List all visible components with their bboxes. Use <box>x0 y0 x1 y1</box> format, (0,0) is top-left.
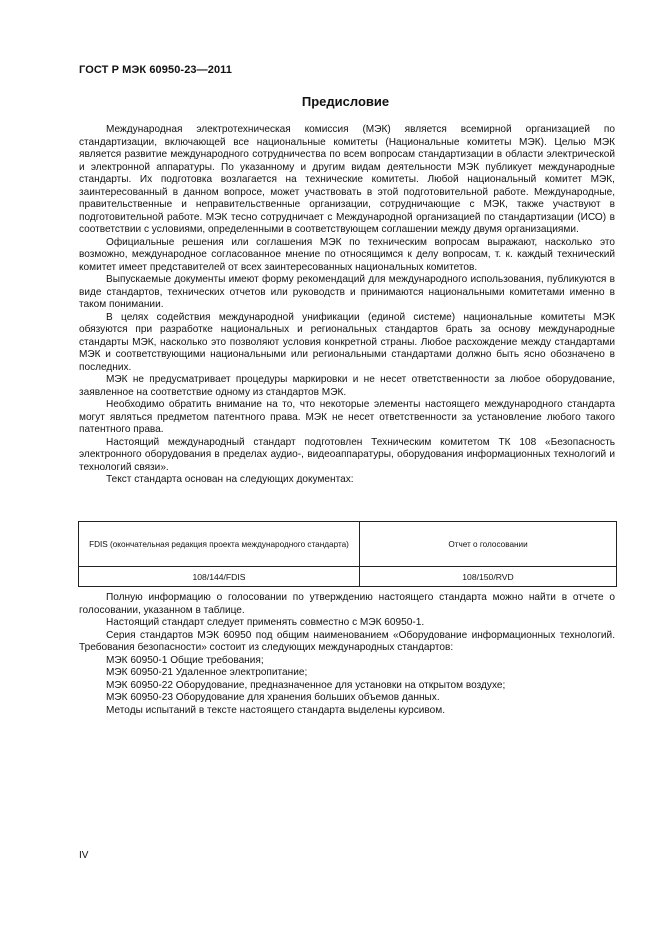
table-cell: 108/144/FDIS <box>79 567 360 587</box>
after-table-body <box>79 592 615 717</box>
list-item: МЭК 60950-21 Удаленное электропитание; <box>106 667 308 678</box>
paragraph: Полную информацию о голосовании по утверждению настоящего стандарта можно найти в отчете о голосовании, указанном в таблице. <box>79 592 615 616</box>
paragraph: В целях содействия международной унификации (единой системе) национальные комитеты МЭК обязуются при разработке национальных и региональных стандартов брать за основу международные стандарты МЭК, насколько это позволяют условия конкретной страны. Любое расхождение между стандартами МЭК и соответствующими национальными или региональными стандартами должно быть ясно обозначено в последних. <box>79 311 615 373</box>
voting-table <box>78 521 617 587</box>
list-item: МЭК 60950-23 Оборудование для хранения больших объемов данных. <box>106 692 440 703</box>
paragraph: Методы испытаний в тексте настоящего стандарта выделены курсивом. <box>106 704 445 716</box>
paragraph: Настоящий стандарт следует применять совместно с МЭК 60950-1. <box>106 617 425 628</box>
list-item: МЭК 60950-22 Оборудование, предназначенное для установки на открытом воздухе; <box>106 679 506 691</box>
table-cell: 108/150/RVD <box>360 567 617 587</box>
table-header-row <box>79 522 617 567</box>
paragraph: МЭК не предусматривает процедуры маркировки и не несет ответственности за любое оборудование, заявленное на соответствие одному из стандартов МЭК. <box>79 374 615 398</box>
paragraph: Серия стандартов МЭК 60950 под общим наименованием «Оборудование информационных технологий. Требования безопасности» состоит из следующих международных стандартов: <box>79 629 615 653</box>
paragraph: Официальные решения или соглашения МЭК по техническим вопросам выражают, насколько это возможно, международное согласованное мнение по относящимся к делу вопросам, т. к. каждый технический комитет имеет представителей от всех заинтересованных национальных комитетов. <box>79 236 615 273</box>
paragraph: Текст стандарта основан на следующих документах: <box>106 474 354 485</box>
table-header-cell: Отчет о голосовании <box>360 522 617 567</box>
paragraph: Настоящий международный стандарт подготовлен Техническим комитетом ТК 108 «Безопасность электронного оборудования в пределах аудио-, видеоаппаратуры, оборудования информационных технологий и технологий связи». <box>79 436 615 473</box>
table-row <box>79 567 617 587</box>
paragraph: Необходимо обратить внимание на то, что некоторые элементы настоящего международного стандарта могут являться предметом патентного права. МЭК не несет ответственности за установление любого такого патентного права. <box>79 399 615 435</box>
list-item: МЭК 60950-1 Общие требования; <box>106 654 264 666</box>
document-code: ГОСТ Р МЭК 60950-23—2011 <box>79 64 232 76</box>
page-title: Предисловие <box>301 94 390 109</box>
page-number: IV <box>79 850 89 861</box>
table-header-cell: FDIS (окончательная редакция проекта международного стандарта) <box>79 522 360 567</box>
foreword-body <box>79 124 615 487</box>
paragraph: Выпускаемые документы имеют форму рекомендаций для международного использования, публикуются в виде стандартов, технических отчетов или руководств и принимаются национальными комитетами именно в таком понимании. <box>79 274 615 310</box>
paragraph: Международная электротехническая комиссия (МЭК) является всемирной организацией по стандартизации, включающей все национальные комитеты (Национальные комитеты МЭК). Целью МЭК является развитие международного сотрудничества по всем вопросам стандартизации в области электрической и электронной аппаратуры. По указанному и другим видам деятельности МЭК публикует международные стандарты. Их подготовка возлагается на технические комитеты. Любой национальный комитет МЭК, заинтересованный в данном вопросе, может участвовать в этой подготовительной работе. Международные, правительственные и неправительственные организации, сотрудничающие с МЭК, также участвуют в подготовительной работе. МЭК тесно сотрудничает с Международной организацией по стандартизации (ИСО) в соответствии с условиями, определенными в соответствующем соглашении между двумя организациями. <box>79 124 615 235</box>
